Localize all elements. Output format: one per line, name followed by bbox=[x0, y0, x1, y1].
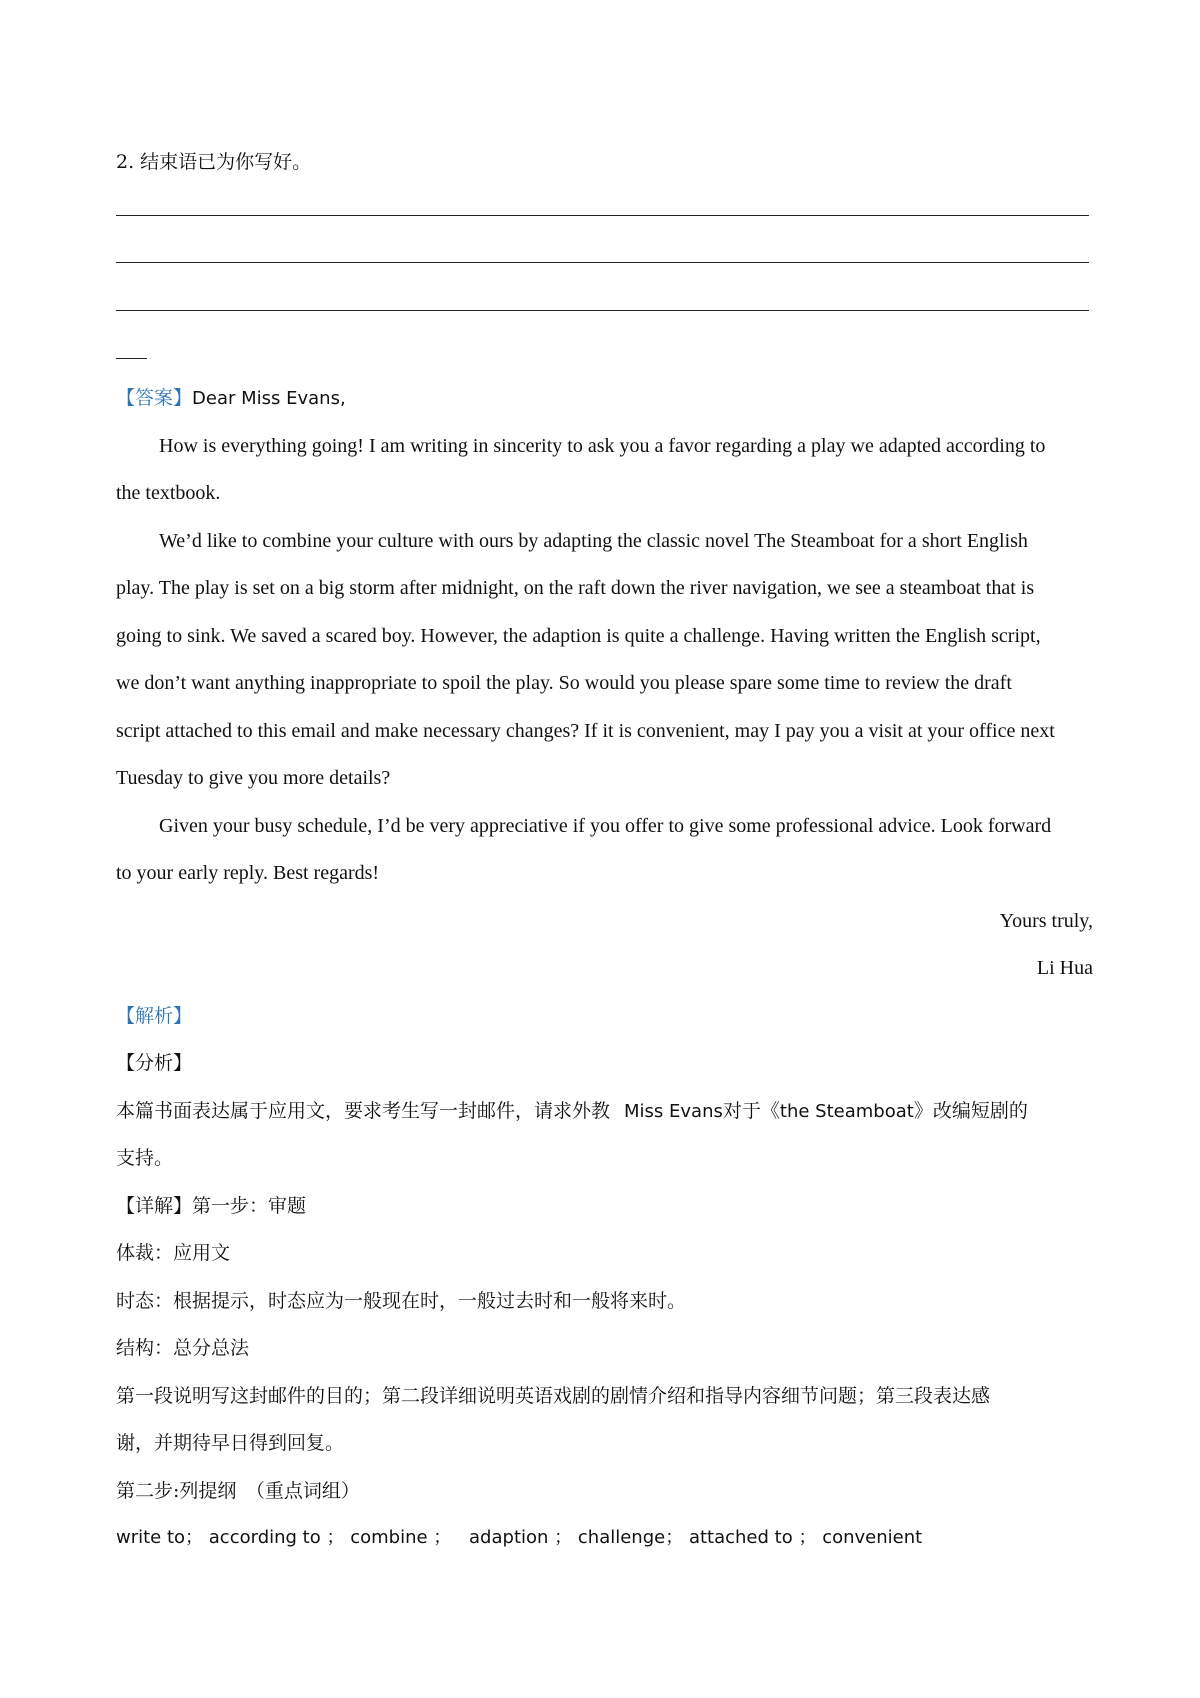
analysis-intro-text: 本篇书面表达属于应用文，要求考生写一封邮件，请求外教 bbox=[116, 1100, 611, 1122]
answer-label: 【答案】 bbox=[116, 387, 193, 409]
phrase: according to ； bbox=[208, 1527, 345, 1548]
letter-line: play. The play is set on a big storm after midnight, on the raft down the river navigation, we see a steamboat that is bbox=[116, 577, 1035, 599]
answer-heading bbox=[116, 384, 346, 413]
phrase: convenient bbox=[822, 1527, 923, 1548]
detail-label: 【详解】 bbox=[116, 1195, 193, 1217]
genre: 体裁：应用文 bbox=[116, 1242, 231, 1264]
paragraph-description: 第一段说明写这封邮件的目的；第二段详细说明英语戏剧的剧情介绍和指导内容细节问题；第三段表达感 bbox=[116, 1385, 991, 1407]
letter-line: the textbook. bbox=[116, 482, 221, 504]
answer-blank-line-3 bbox=[116, 310, 1089, 311]
detail-heading bbox=[116, 1192, 306, 1220]
letter-line: We’d like to combine your culture with ours by adapting the classic novel The Steamboat for a short English bbox=[159, 530, 1028, 552]
question-note: 2. 结束语已为你写好。 bbox=[116, 151, 312, 173]
answer-blank-line-1 bbox=[116, 215, 1089, 216]
analysis-intro bbox=[116, 1097, 1028, 1126]
answer-blank-line-2 bbox=[116, 262, 1089, 263]
phrase: attached to ； bbox=[688, 1527, 817, 1548]
analysis-intro-name: Miss Evans bbox=[624, 1101, 723, 1122]
letter-line: How is everything going! I am writing in sincerity to ask you a favor regarding a play we adapted according to bbox=[159, 435, 1046, 457]
phrase: challenge； bbox=[577, 1527, 684, 1548]
phrase: combine ； bbox=[350, 1527, 452, 1548]
answer-blank-line-4 bbox=[116, 358, 147, 359]
phrase: write to； bbox=[116, 1527, 204, 1548]
analysis-intro-text: 》改编短剧的 bbox=[913, 1100, 1028, 1122]
letter-line: we don’t want anything inappropriate to spoil the play. So would you please spare some time to review the draft bbox=[116, 672, 1012, 694]
tense: 时态：根据提示，时态应为一般现在时，一般过去时和一般将来时。 bbox=[116, 1290, 687, 1312]
phrase: adaption ； bbox=[469, 1527, 573, 1548]
structure: 结构：总分总法 bbox=[116, 1337, 250, 1359]
analysis-intro-title: the Steamboat bbox=[779, 1101, 914, 1122]
letter-line: to your early reply. Best regards! bbox=[116, 862, 380, 884]
step-two: 第二步:列提纲 （重点词组） bbox=[116, 1480, 360, 1502]
analysis-sub-label: 【分析】 bbox=[116, 1052, 193, 1074]
letter-closing: Yours truly, bbox=[999, 910, 1093, 932]
analysis-intro-text: 对于《 bbox=[722, 1100, 780, 1122]
letter-signature: Li Hua bbox=[1036, 957, 1093, 979]
letter-salutation: Dear Miss Evans, bbox=[192, 388, 346, 409]
key-phrases bbox=[116, 1524, 922, 1552]
paragraph-description: 谢，并期待早日得到回复。 bbox=[116, 1432, 345, 1454]
analysis-intro-cont: 支持。 bbox=[116, 1147, 174, 1169]
analysis-label: 【解析】 bbox=[116, 1005, 193, 1027]
letter-line: script attached to this email and make necessary changes? If it is convenient, may I pay you a visit at your office next bbox=[116, 720, 1055, 742]
letter-line: going to sink. We saved a scared boy. However, the adaption is quite a challenge. Having written the English script, bbox=[116, 625, 1041, 647]
letter-line: Given your busy schedule, I’d be very appreciative if you offer to give some professional advice. Look forward bbox=[159, 815, 1052, 837]
letter-line: Tuesday to give you more details? bbox=[116, 767, 391, 789]
step-one: 第一步：审题 bbox=[192, 1195, 307, 1217]
